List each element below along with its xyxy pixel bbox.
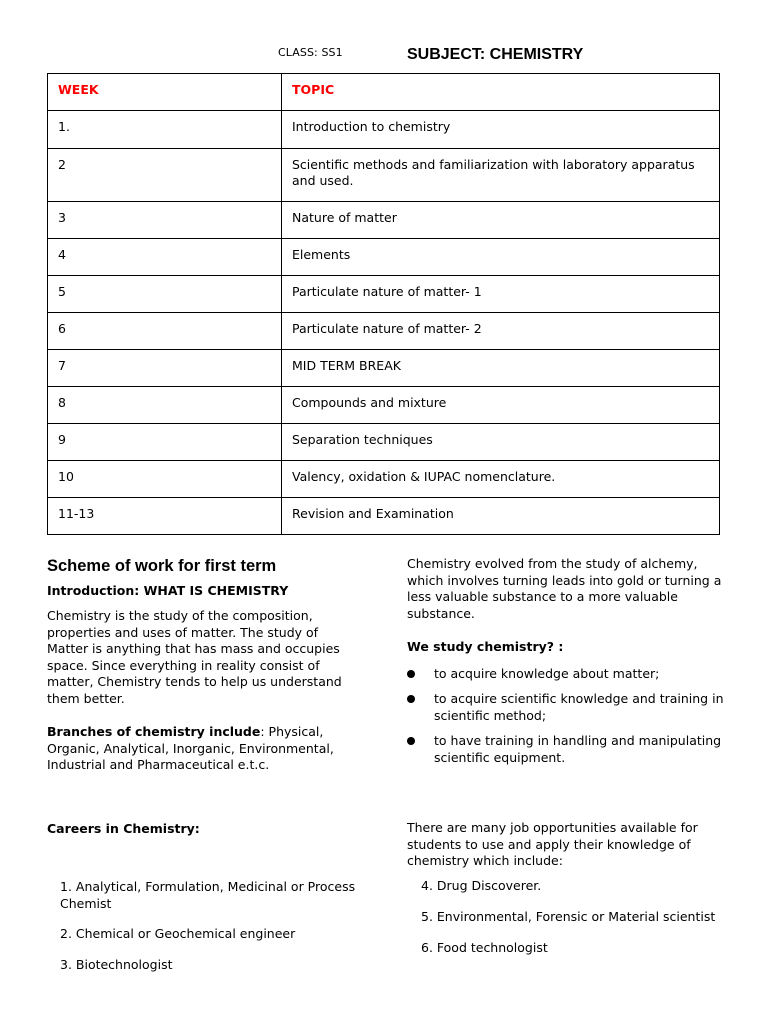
subject-label: SUBJECT: CHEMISTRY xyxy=(407,46,584,63)
intro-heading: Introduction: WHAT IS CHEMISTRY xyxy=(47,582,289,598)
week-cell: 8 xyxy=(48,387,282,424)
week-cell: 3 xyxy=(48,202,282,239)
list-item xyxy=(407,691,727,724)
intro-paragraph: Chemistry is the study of the composition, properties and uses of matter. The study of Matter is anything that has mass and occupies space. Since everything in reality consist of matter, Chemistry tends to help us understand them better. xyxy=(47,608,342,706)
reason-text: to acquire knowledge about matter; xyxy=(434,665,660,681)
career-item: 6. Food technologist xyxy=(421,940,548,955)
bullet-icon xyxy=(407,670,415,678)
topic-cell: Elements xyxy=(282,239,720,276)
topic-cell: Particulate nature of matter- 2 xyxy=(282,313,720,350)
table-row xyxy=(48,111,720,149)
right-column xyxy=(407,556,727,775)
week-cell: 9 xyxy=(48,424,282,461)
topic-cell: Nature of matter xyxy=(282,202,720,239)
career-item xyxy=(47,879,377,912)
career-item: 5. Environmental, Forensic or Material scientist xyxy=(421,909,716,924)
table-row xyxy=(48,498,720,535)
topic-header: TOPIC xyxy=(282,74,720,111)
list-item xyxy=(407,733,727,766)
scheme-table xyxy=(47,73,720,535)
table-row xyxy=(48,276,720,313)
table-row xyxy=(48,149,720,202)
week-cell: 2 xyxy=(48,149,282,202)
topic-cell: Compounds and mixture xyxy=(282,387,720,424)
branches-label: Branches of chemistry include xyxy=(47,724,261,739)
career-item: 3. Biotechnologist xyxy=(60,957,173,972)
topic-cell: Scientific methods and familiarization with laboratory apparatus and used. xyxy=(282,149,720,202)
scheme-title: Scheme of work for first term xyxy=(47,557,277,575)
reason-text: to acquire scientific knowledge and training in scientific method; xyxy=(434,691,724,723)
reason-text: to have training in handling and manipulating scientific equipment. xyxy=(434,733,722,765)
topic-cell: Introduction to chemistry xyxy=(282,111,720,149)
left-column xyxy=(47,556,347,774)
week-cell: 7 xyxy=(48,350,282,387)
topic-cell: MID TERM BREAK xyxy=(282,350,720,387)
week-cell: 11-13 xyxy=(48,498,282,535)
career-item-text: 1. Analytical, Formulation, Medicinal or Process Chemist xyxy=(60,879,356,911)
jobs-intro: There are many job opportunities available for students to use and apply their knowledge of chemistry which include: xyxy=(407,820,698,868)
table-row xyxy=(48,387,720,424)
table-row xyxy=(48,350,720,387)
why-heading: We study chemistry? : xyxy=(407,639,564,654)
table-row xyxy=(48,239,720,276)
week-cell: 5 xyxy=(48,276,282,313)
bullet-icon xyxy=(407,695,415,703)
bullet-icon xyxy=(407,737,415,745)
table-row xyxy=(48,424,720,461)
reasons-list xyxy=(407,666,727,767)
week-cell: 10 xyxy=(48,461,282,498)
table-row xyxy=(48,202,720,239)
week-cell: 6 xyxy=(48,313,282,350)
topic-cell: Particulate nature of matter- 1 xyxy=(282,276,720,313)
careers-heading: Careers in Chemistry: xyxy=(47,821,200,836)
list-item xyxy=(407,666,727,683)
week-cell: 4 xyxy=(48,239,282,276)
table-header-row xyxy=(48,74,720,111)
week-cell: 1. xyxy=(48,111,282,149)
class-label: CLASS: SS1 xyxy=(278,46,343,59)
week-header: WEEK xyxy=(48,74,282,111)
table-row xyxy=(48,313,720,350)
branches-text: : Physical, Organic, Analytical, Inorganic, Environmental, Industrial and Pharmaceutical e.t.c. xyxy=(47,724,334,772)
topic-cell: Revision and Examination xyxy=(282,498,720,535)
table-row xyxy=(48,461,720,498)
alchemy-paragraph: Chemistry evolved from the study of alchemy, which involves turning leads into gold or turning a less valuable substance to a more valuable substance. xyxy=(407,556,722,621)
topic-cell: Separation techniques xyxy=(282,424,720,461)
topic-cell: Valency, oxidation & IUPAC nomenclature. xyxy=(282,461,720,498)
career-item: 2. Chemical or Geochemical engineer xyxy=(60,926,296,941)
career-item: 4. Drug Discoverer. xyxy=(421,878,542,893)
branches-paragraph xyxy=(47,724,347,774)
